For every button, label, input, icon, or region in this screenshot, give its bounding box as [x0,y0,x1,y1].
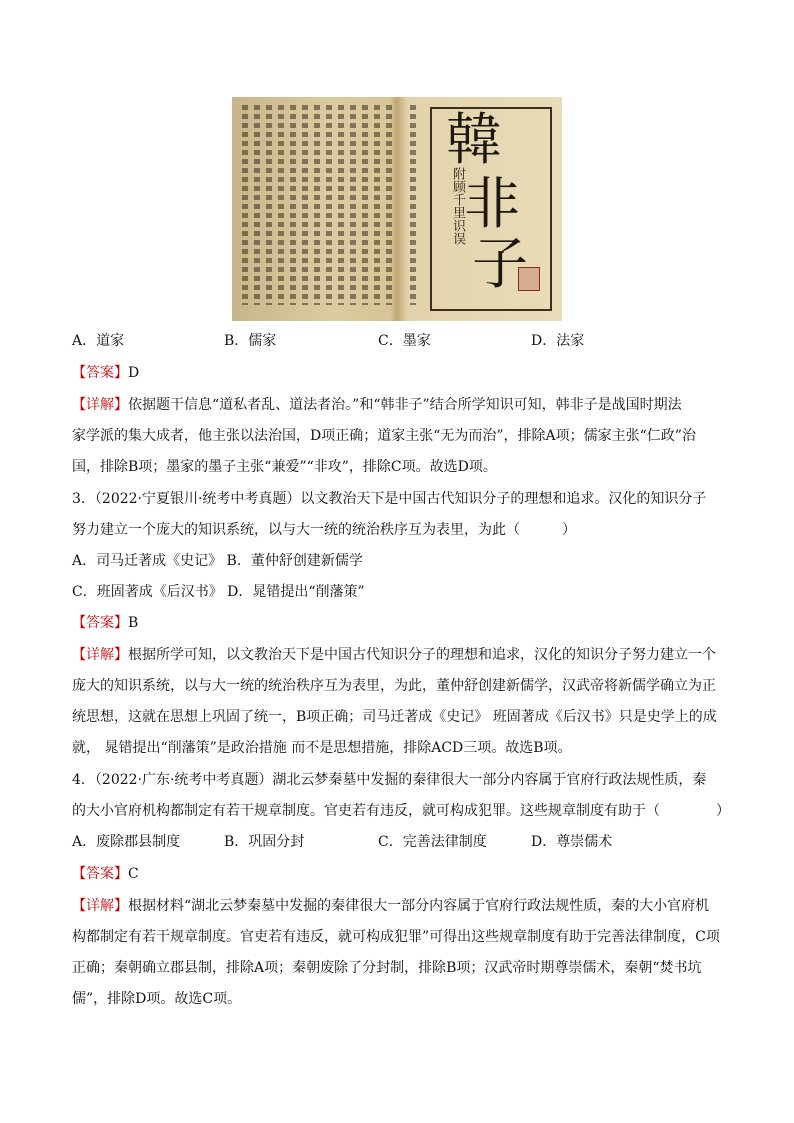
text-column [386,105,392,305]
text-column [314,105,320,305]
detail-line: 国，排除B项；墨家的墨子主张“兼爱”“非攻”，排除C项。故选D项。 [72,459,497,475]
subtitle-text: 附顾千里识误 [450,167,465,245]
question-stem: 的大小官府机构都制定有若干规章制度。官吏若有违反，就可构成犯罪。这些规章制度有助于（ ） [72,803,730,819]
text-column [362,105,368,305]
detail-text: 根据所学可知，以文教治天下是中国古代知识分子的理想和追求，汉化的知识分子努力建立一个 [128,647,716,663]
option-b: B．儒家 [224,333,277,349]
detail-line: 构都制定有若干规章制度。官吏若有违反，就可构成犯罪”可得出这些规章制度有助于完善法律制度，C项 [72,929,720,945]
option-b: B．巩固分封 [224,834,305,850]
detail-line: 就， 晁错提出“削藩策”是政治措施 而不是思想措施，排除ACD三项。故选B项。 [72,740,572,756]
text-column [278,105,284,305]
question-stem: 4．（2022·广东·统考中考真题）湖北云梦秦墓中发掘的秦律很大一部分内容属于官府行政法规性质，秦 [72,772,707,788]
book-cover-image [232,97,562,321]
detail-line: 庞大的知识系统，以与大一统的统治秩序互为表里，为此，董仲舒创建新儒学，汉武帝将新儒学确立为正 [72,678,716,694]
title-char: 子 [472,232,528,297]
seal-stamp [518,267,540,291]
text-column [266,105,272,305]
text-column [302,105,308,305]
text-column [326,105,332,305]
text-column [338,105,344,305]
detail-line: 统思想，这就在思想上巩固了统一，B项正确；司马迁著成《史记》 班固著成《后汉书》只是史学上的成 [72,709,717,725]
answer-value: C [128,866,139,882]
text-column [350,105,356,305]
answer-line [72,613,732,633]
detail-text: 根据材料“湖北云梦秦墓中发掘的秦律很大一部分内容属于官府行政法规性质，秦的大小官府机 [128,898,710,914]
answer-line [72,363,732,383]
detail-label: 【详解】 [72,647,128,663]
text-column [410,105,416,305]
text-column [290,105,296,305]
text-column [374,105,380,305]
detail-line: 儒”，排除D项。故选C项。 [72,991,242,1007]
title-char: 非 [464,172,520,237]
option-c: C．墨家 [378,333,431,349]
question-stem: 3．（2022·宁夏银川·统考中考真题）以文教治天下是中国古代知识分子的理想和追求。汉化的知识分子 [72,491,707,507]
answer-label: 【答案】 [72,365,128,381]
text-column [242,105,248,305]
option-d: D．法家 [531,333,585,349]
detail-label: 【详解】 [72,898,128,914]
detail-line: 正确；秦朝确立郡县制，排除A项；秦朝废除了分封制，排除B项；汉武帝时期尊崇儒术，秦朝“焚书坑 [72,960,702,976]
option-a: A．废除郡县制度 [72,834,181,850]
detail-line [72,645,732,665]
detail-line: 家学派的集大成者，他主张以法治国，D项正确；道家主张“无为而治”，排除A项；儒家主张“仁政”治 [72,428,696,444]
option-c: C．完善法律制度 [378,834,487,850]
answer-label: 【答案】 [72,615,128,631]
detail-text: 依据题干信息“道私者乱、道法者治。”和“韩非子”结合所学知识可知，韩非子是战国时期法 [128,397,682,413]
detail-label: 【详解】 [72,397,128,413]
answer-value: B [128,615,139,631]
option-row: C．班固著成《后汉书》 D．晁错提出“削藩策” [72,584,365,600]
answer-label: 【答案】 [72,866,128,882]
answer-value: D [128,365,140,381]
text-column [254,105,260,305]
question-stem: 努力建立一个庞大的知识系统，以与大一统的统治秩序互为表里，为此（ ） [72,522,576,538]
option-a: A．道家 [72,333,125,349]
title-char: 韓 [446,108,502,173]
option-d: D．尊崇儒术 [531,834,613,850]
answer-line [72,864,732,884]
option-row: A．司马迁著成《史记》 B．董仲舒创建新儒学 [72,553,363,569]
detail-line [72,395,732,415]
detail-line [72,896,732,916]
